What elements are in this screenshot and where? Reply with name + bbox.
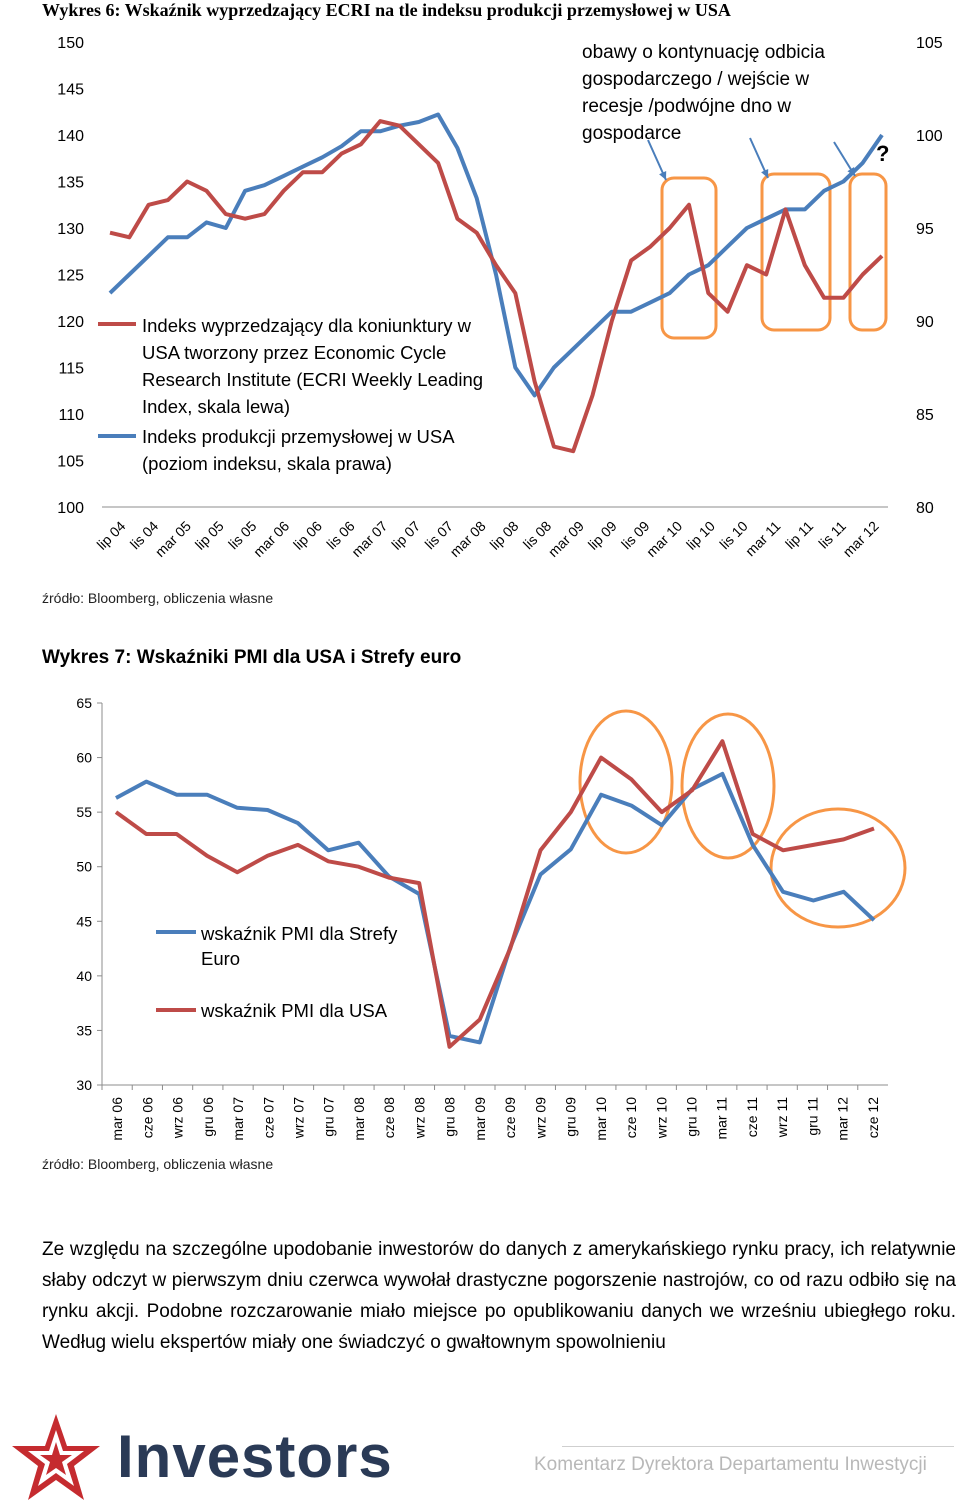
- chart7-title: Wykres 7: Wskaźniki PMI dla USA i Strefy euro: [42, 647, 462, 668]
- chart6-y-left-tick-label: 140: [57, 128, 84, 145]
- chart6-x-tick-label: mar 05: [151, 517, 194, 560]
- chart7-y-tick-label: 65: [76, 695, 92, 711]
- chart7-x-tick-label: gru 09: [562, 1097, 579, 1137]
- chart7-x-tick-label: mar 06: [109, 1097, 126, 1141]
- chart6-y-right-tick-label: 95: [916, 221, 934, 238]
- investors-logo-wordmark: Investors: [117, 1423, 393, 1490]
- chart7-x-tick-label: mar 08: [350, 1097, 367, 1141]
- chart6-y-right-tick-label: 80: [916, 500, 934, 517]
- chart6-x-tick-label: mar 11: [742, 517, 784, 560]
- chart6-y-left-tick-label: 115: [58, 360, 84, 378]
- chart6-x-tick-label: lis 08: [519, 517, 555, 553]
- chart6-x-tick-label: lis 09: [618, 517, 653, 553]
- chart6-y-left-tick-label: 105: [57, 453, 84, 471]
- chart6-y-left-tick-label: 130: [57, 221, 84, 238]
- chart7-y-tick-label: 50: [76, 858, 92, 875]
- chart6-x-tick-label: lip 11: [781, 517, 817, 553]
- chart7-x-tick-label: cze 06: [139, 1097, 156, 1139]
- chart6-x-tick-label: lis 11: [815, 517, 849, 552]
- chart6-x-tick-label: lis 05: [225, 517, 260, 553]
- chart7-legend-label-usa: wskaźnik PMI dla USA: [201, 1000, 388, 1021]
- chart7-x-tick-label: gru 06: [199, 1097, 216, 1137]
- chart7-x-tick-label: cze 08: [381, 1097, 398, 1139]
- chart6-highlight-box-3: [850, 174, 886, 330]
- footer-divider: [562, 1446, 954, 1447]
- chart7-legend-label-eurozone: Euro: [201, 948, 241, 969]
- chart6-x-tick-label: mar 06: [250, 517, 293, 560]
- chart7-x-tick-label: wrz 11: [774, 1097, 791, 1138]
- chart7-x-tick-label: cze 10: [623, 1097, 640, 1139]
- chart6-annotation-text: gospodarczego / wejście w: [582, 69, 810, 90]
- body-paragraph: Ze względu na szczególne upodobanie inwestorów do danych z amerykańskiego rynku pracy, ich relatywnie słaby odczyt w pierwszym dniu czerwca wywołał drastyczne pogorszenie nastrojów, co od razu odbiło się na rynku akcji. Podobne rozczarowanie miało miejsce po opublikowaniu danych we wrześniu ubiegłego roku. Według wielu ekspertów miały one świadczyć o gwałtownym spowolnieniu: [42, 1239, 956, 1353]
- chart6-y-left-tick-label: 135: [57, 174, 84, 192]
- chart6-x-tick-label: lis 06: [323, 517, 358, 553]
- chart6-x-tick-label: lis 07: [421, 517, 456, 553]
- chart6-x-tick-label: lip 10: [683, 517, 718, 553]
- chart6-x-tick-label: lip 09: [584, 517, 620, 553]
- chart7-x-tick-label: mar 07: [230, 1097, 247, 1141]
- chart6-legend-label-ecri: Research Institute (ECRI Weekly Leading: [142, 369, 484, 390]
- chart6-y-right-tick-label: 90: [916, 314, 934, 331]
- chart6-x-tick-label: mar 10: [643, 517, 686, 560]
- chart6-x-tick-label: mar 07: [348, 517, 391, 560]
- chart7-source: źródło: Bloomberg, obliczenia własne: [42, 1156, 274, 1172]
- chart7-x-tick-label: mar 10: [592, 1097, 609, 1141]
- investors-star-logo-icon: [0, 1410, 112, 1509]
- chart6-y-left-tick-label: 110: [58, 407, 84, 424]
- chart6-y-right-tick-label: 105: [916, 35, 943, 52]
- chart6-x-tick-label: mar 08: [446, 517, 489, 560]
- chart7-x-tick-label: mar 11: [713, 1097, 730, 1140]
- chart7-x-tick-label: wrz 09: [532, 1097, 549, 1139]
- chart7-y-tick-label: 30: [76, 1077, 92, 1093]
- chart6-y-left-tick-label: 120: [57, 314, 84, 331]
- chart7-x-tick-label: wrz 08: [411, 1097, 428, 1139]
- chart7-x-tick-label: wrz 06: [169, 1097, 186, 1139]
- chart6-annotation-text: gospodarce: [582, 123, 682, 144]
- chart6-x-tick-label: mar 09: [544, 517, 587, 560]
- chart6-y-left-tick-label: 125: [57, 267, 84, 285]
- chart6-y-left-tick-label: 150: [57, 35, 84, 52]
- chart7-highlight-circle-3: [771, 809, 905, 927]
- chart7-x-tick-label: cze 09: [502, 1097, 519, 1139]
- chart6-x-tick-label: lip 08: [486, 517, 522, 553]
- chart7-y-tick-label: 35: [76, 1022, 92, 1039]
- chart6-x-tick-label: lip 05: [191, 517, 227, 553]
- footer-caption: Komentarz Dyrektora Departamentu Inwestycji: [534, 1454, 927, 1475]
- chart7-highlight-circle-1: [580, 711, 672, 853]
- chart7-legend: [156, 923, 398, 1021]
- chart6-y-left-tick-label: 145: [57, 81, 84, 99]
- chart7-x-tick-label: wrz 10: [653, 1097, 670, 1139]
- chart7-x-tick-label: gru 10: [683, 1097, 700, 1137]
- chart6-annotation-question-mark: ?: [876, 141, 890, 166]
- chart7-pmi-usa-eurozone: [0, 680, 960, 1155]
- chart6-x-tick-label: lip 06: [290, 517, 325, 553]
- chart6-title: Wykres 6: Wskaźnik wyprzedzający ECRI na tle indeksu produkcji przemysłowej w USA: [42, 0, 731, 20]
- chart6-annotation-text: obawy o kontynuację odbicia: [582, 42, 825, 63]
- chart7-x-tick-label: mar 12: [834, 1097, 851, 1141]
- chart7-x-tick-label: cze 07: [260, 1097, 277, 1139]
- chart7-x-tick-label: gru 07: [320, 1097, 337, 1137]
- chart7-legend-label-eurozone: wskaźnik PMI dla Strefy: [201, 923, 398, 944]
- chart6-x-tick-label: lis 10: [716, 517, 751, 553]
- chart7-x-tick-label: gru 11: [804, 1097, 821, 1136]
- chart6-y-left-tick-label: 100: [57, 500, 84, 517]
- chart7-x-tick-label: gru 08: [441, 1097, 458, 1137]
- chart6-annotation-text: recesje /podwójne dno w: [582, 96, 792, 117]
- chart7-y-tick-label: 45: [76, 913, 92, 930]
- chart6-y-right-tick-label: 100: [916, 128, 943, 145]
- chart7-y-tick-label: 60: [76, 749, 92, 766]
- chart6-legend-label-ecri: USA tworzony przez Economic Cycle: [142, 342, 447, 363]
- chart6-x-tick-label: lis 04: [126, 517, 162, 553]
- chart6-legend: [98, 315, 483, 474]
- chart6-x-tick-label: lip 07: [388, 517, 424, 553]
- chart7-axes: [76, 695, 888, 1141]
- chart7-x-tick-label: cze 12: [864, 1097, 881, 1139]
- chart7-x-tick-label: wrz 07: [290, 1097, 307, 1139]
- chart7-y-tick-label: 40: [76, 967, 92, 984]
- chart6-legend-label-ip: Indeks produkcji przemysłowej w USA: [142, 426, 455, 447]
- chart6-x-tick-label: mar 12: [839, 517, 882, 560]
- chart6-source: źródło: Bloomberg, obliczenia własne: [42, 590, 274, 606]
- chart6-x-tick-label: lip 04: [93, 517, 129, 553]
- chart6-legend-label-ecri: Index, skala lewa): [142, 396, 291, 417]
- chart6-legend-label-ip: (poziom indeksu, skala prawa): [142, 453, 392, 474]
- chart7-x-tick-label: cze 11: [743, 1097, 760, 1138]
- chart6-legend-label-ecri: Indeks wyprzedzający dla koniunktury w: [142, 315, 472, 336]
- chart6-ecri-vs-industrial-production: [0, 20, 960, 585]
- chart6-y-right-tick-label: 85: [916, 407, 934, 424]
- chart7-x-tick-label: mar 09: [471, 1097, 488, 1141]
- chart7-y-tick-label: 55: [76, 804, 92, 821]
- chart6-highlight-box-1: [662, 178, 716, 338]
